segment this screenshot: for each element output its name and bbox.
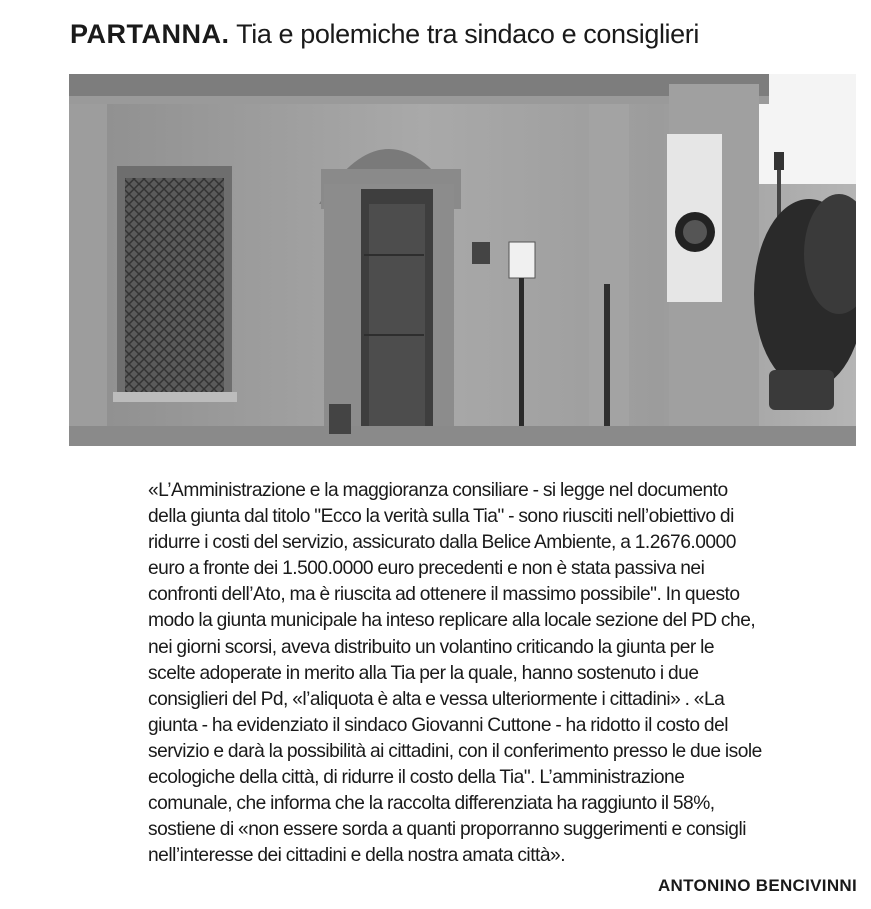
body-line: ecologiche della città, di ridurre il costo della Tia". L’amministrazione <box>148 767 685 789</box>
body-line: nell’interesse dei cittadini e della nostra amata città». <box>148 845 566 867</box>
article-body <box>148 478 860 869</box>
body-line: servizio e darà la possibilità ai cittadini, con il conferimento presso le due isole <box>148 740 762 762</box>
body-line: ridurre i costi del servizio, assicurato dalla Belice Ambiente, a 1.2676.0000 <box>148 532 736 554</box>
body-line: euro a fronte dei 1.500.0000 euro precedenti e non è stata passiva nei <box>148 558 705 580</box>
building-facade-image <box>69 74 856 446</box>
body-line: «L’Amministrazione e la maggioranza consiliare - si legge nel documento <box>148 480 728 501</box>
body-line: sostiene di «non essere sorda a quanti proporranno suggerimenti e consigli <box>148 819 746 841</box>
author-byline: ANTONINO BENCIVINNI <box>657 876 857 895</box>
body-line: consiglieri del Pd, «l’aliquota è alta e vessa ulteriormente i cittadini» . «La <box>148 688 725 710</box>
body-line: comunale, che informa che la raccolta differenziata ha raggiunto il 58%, <box>148 793 715 815</box>
article-headline <box>70 14 860 54</box>
body-line: della giunta dal titolo "Ecco la verità sulla Tia" - sono riusciti nell’obiettivo di <box>148 506 734 528</box>
headline-kicker: PARTANNA. <box>70 19 230 49</box>
body-line: confronti dell’Ato, ma è riuscita ad ottenere il massimo possibile". In questo <box>148 584 740 606</box>
article-photo <box>69 74 856 446</box>
body-line: modo la giunta municipale ha inteso replicare alla locale sezione del PD che, <box>148 610 756 632</box>
body-line: giunta - ha evidenziato il sindaco Giovanni Cuttone - ha ridotto il costo del <box>148 714 729 736</box>
body-line: nei giorni scorsi, aveva distribuito un volantino criticando la giunta per le <box>148 636 715 658</box>
body-line: scelte adoperate in merito alla Tia per la quale, hanno sostenuto i due <box>148 662 699 684</box>
headline-title: Tia e polemiche tra sindaco e consiglieri <box>236 19 699 49</box>
